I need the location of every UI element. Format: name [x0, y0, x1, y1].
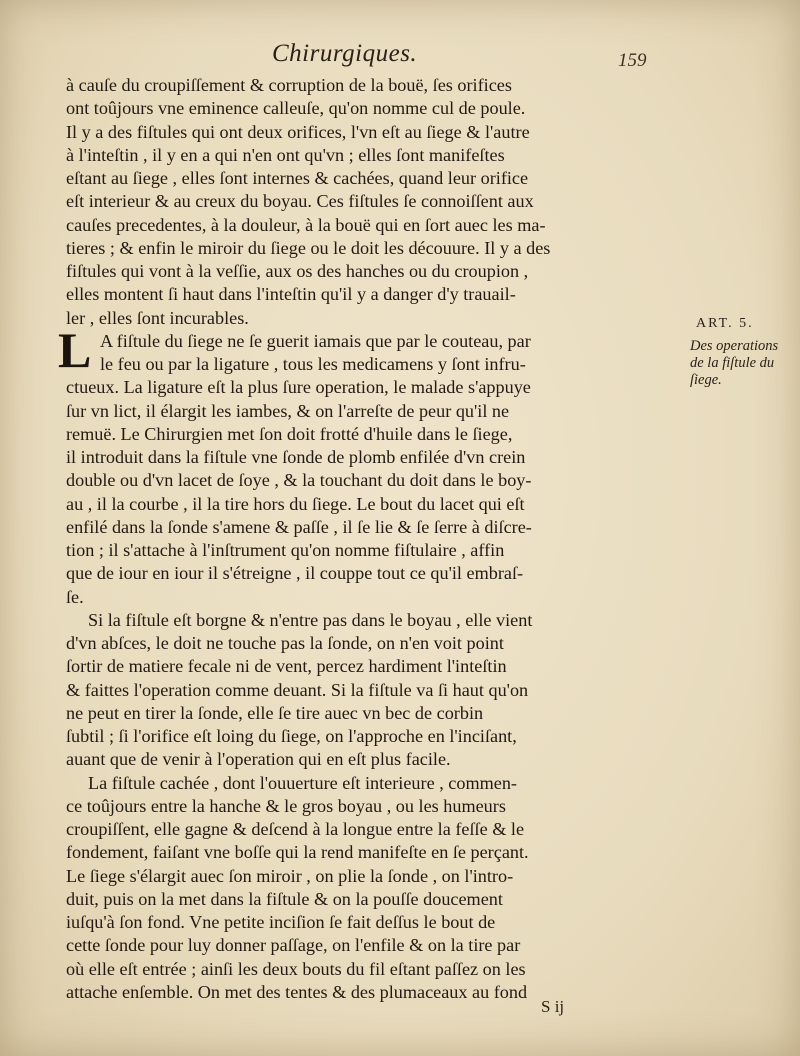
text-line: ler , elles ſont incurables. [66, 307, 249, 328]
text-line: croupiſſent, elle gagne & deſcend à la longue entre la feſſe & le [66, 819, 525, 839]
text-line: ce toûjours entre la hanche & le gros boyau , ou les humeurs [66, 795, 506, 816]
text-line: Si la fiſtule eſt borgne & n'entre pas dans le boyau , elle vient [88, 609, 533, 630]
text-line: ſubtil ; ſi l'orifice eſt loing du ſiege, on l'approche en l'inciſant, [66, 726, 517, 746]
text-line: double ou d'vn lacet de ſoye , & la touchant du doit dans le boy- [66, 470, 532, 491]
text-line: ſortir de matiere fecale ni de vent, percez hardiment l'inteſtin [66, 656, 507, 677]
text-line: iuſqu'à ſon fond. Vne petite inciſion ſe fait deſſus le bout de [66, 912, 496, 932]
text-line: cette ſonde pour luy donner paſſage, on l'enfile & on la tire par [66, 935, 521, 956]
text-line: fiſtules qui vont à la veſſie, aux os des hanches ou du croupion , [66, 261, 529, 281]
text-line: duit, puis on la met dans la fiſtule & on la pouſſe doucement [66, 888, 503, 909]
text-line: à l'inteſtin , il y en a qui n'en ont qu'vn ; elles ſont manifeſtes [66, 144, 505, 165]
margin-note [690, 316, 798, 389]
article-label: ART. 5. [696, 316, 754, 331]
text-line: cauſes precedentes, à la douleur, à la bouë qui en ſort auec les ma- [66, 214, 546, 235]
text-line: remuë. Le Chirurgien met ſon doit frotté d'huile dans le ſiege, [66, 423, 513, 444]
text-line: ctueux. La ligature eſt la plus ſure operation, le malade s'appuye [66, 377, 531, 398]
drop-cap-letter: L [58, 322, 92, 378]
signature-mark: S ij [541, 997, 565, 1016]
text-line: où elle eſt entrée ; ainſi les deux bouts du fil eſtant paſſez on les [66, 958, 526, 979]
text-line: enfilé dans la ſonde s'amene & paſſe , il ſe lie & ſe ſerre à diſcre- [66, 516, 532, 537]
text-line: ſe. [66, 586, 84, 607]
text-line: tieres ; & enfin le miroir du ſiege ou le doit les découure. Il y a des [66, 237, 551, 258]
text-line: La fiſtule cachée , dont l'ouuerture eſt interieure , commen- [88, 772, 517, 793]
text-line: eſt interieur & au creux du boyau. Ces fiſtules ſe connoiſſent aux [66, 191, 534, 212]
text-line: que de iour en iour il s'étreigne , il couppe tout ce qu'il embraſ- [66, 563, 524, 584]
text-line: Le ſiege s'élargit auec ſon miroir , on plie la ſonde , on l'intro- [66, 865, 514, 886]
text-line: tion ; il s'attache à l'inſtrument qu'on nomme fiſtulaire , affin [66, 540, 505, 560]
running-head: Chirurgiques. [272, 40, 418, 67]
text-line: d'vn abſces, le doit ne touche pas la ſonde, on n'en voit point [66, 633, 504, 653]
text-line: auant que de venir à l'operation qui en eſt plus facile. [66, 749, 451, 770]
text-line: ſur vn lict, il élargit les iambes, & on l'arreſte de peur qu'il ne [66, 400, 510, 421]
text-line: ne peut en tirer la ſonde, elle ſe tire auec vn bec de corbin [66, 702, 484, 723]
text-line: Il y a des fiſtules qui ont deux orifices, l'vn eſt au ſiege & l'autre [66, 121, 530, 142]
text-line: & faittes l'operation comme deuant. Si la fiſtule va ſi haut qu'on [66, 679, 529, 700]
text-line: elles montent ſi haut dans l'inteſtin qu'il y a danger d'y trauail- [66, 284, 516, 305]
article-title: Des operations de la fiſtule du ſiege. [690, 338, 779, 388]
body-text [58, 74, 671, 1004]
text-line: eſtant au ſiege , elles ſont internes & cachées, quand leur orifice [66, 168, 529, 188]
text-line: au , il la courbe , il la tire hors du ſiege. Le bout du lacet qui eſt [66, 493, 525, 514]
text-line: le feu ou par la ligature , tous les medicamens y ſont infru- [100, 354, 526, 374]
text-line: ont toûjours vne eminence calleuſe, qu'on nomme cul de poule. [66, 98, 526, 119]
page-number: 159 [618, 50, 647, 71]
text-line: fondement, faiſant vne boſſe qui la rend manifeſte en ſe perçant. [66, 842, 529, 863]
text-line: A fiſtule du ſiege ne ſe guerit iamais que par le couteau, par [100, 330, 531, 351]
text-line: attache enſemble. On met des tentes & des plumaceaux au fond [66, 981, 528, 1002]
text-line: il introduit dans la fiſtule vne ſonde de plomb enfilée d'vn crein [66, 447, 526, 467]
text-line: à cauſe du croupiſſement & corruption de la bouë, ſes orifices [66, 75, 512, 95]
